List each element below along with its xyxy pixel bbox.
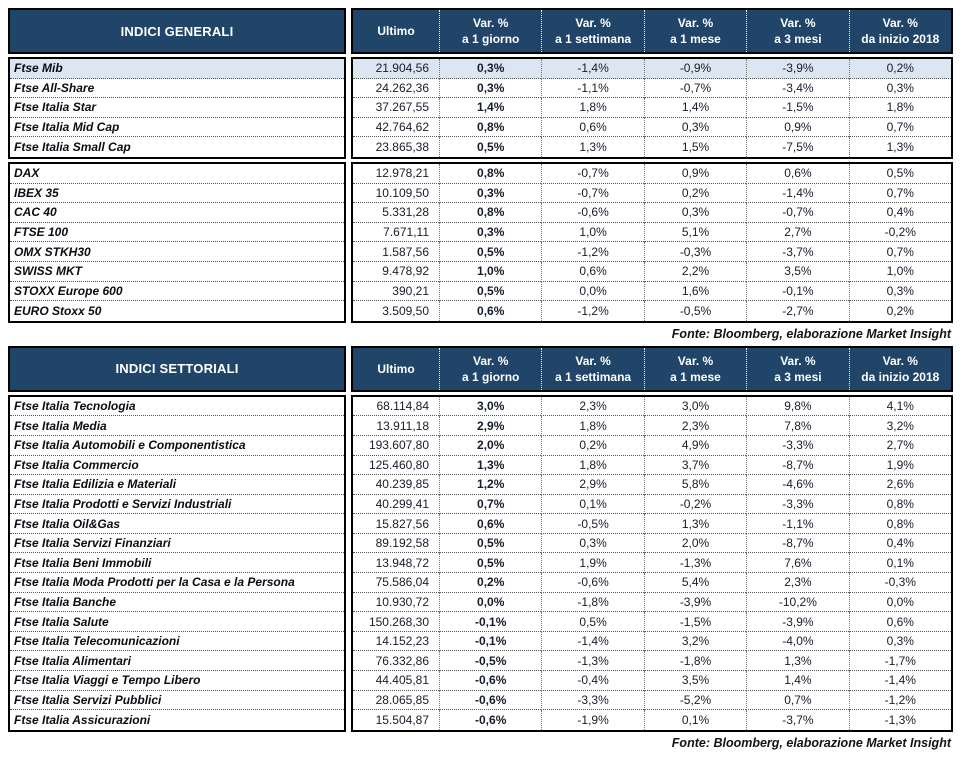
var-percent-cell: 0,7%: [746, 691, 848, 711]
var-percent-cell: 2,7%: [849, 436, 951, 456]
var-percent-cell: 3,0%: [644, 397, 746, 417]
var-percent-cell: 0,7%: [849, 184, 951, 204]
var-percent-cell: 1,6%: [644, 282, 746, 302]
var-percent-cell: -1,1%: [541, 79, 643, 99]
ultimo-value-cell: 44.405,81: [353, 671, 439, 691]
index-name-cell: EURO Stoxx 50: [14, 303, 102, 318]
var-percent-cell: 5,1%: [644, 223, 746, 243]
var-percent-cell: -1,4%: [849, 671, 951, 691]
var-percent-cell: 0,1%: [541, 495, 643, 515]
column-header: Var. % a 1 giorno: [439, 348, 541, 390]
var-percent-cell: -0,2%: [644, 495, 746, 515]
column-header-group: [351, 346, 953, 392]
var-percent-cell: -3,9%: [746, 612, 848, 632]
var-percent-cell: -1,5%: [644, 612, 746, 632]
var-percent-cell: -3,3%: [746, 436, 848, 456]
var-percent-cell: 0,4%: [849, 534, 951, 554]
index-name-cell: SWISS MKT: [10, 262, 344, 282]
var-percent-cell: -1,9%: [541, 710, 643, 730]
var-percent-cell: 1,3%: [439, 456, 541, 476]
var-percent-cell: 0,2%: [541, 436, 643, 456]
ultimo-value-cell: 13.911,18: [353, 416, 439, 436]
var-percent-cell: -0,5%: [541, 514, 643, 534]
var-percent-cell: 1,0%: [439, 262, 541, 282]
var-percent-cell: 0,3%: [849, 282, 951, 302]
column-header: Var. % a 1 mese: [644, 10, 746, 52]
var-percent-cell: 1,4%: [746, 671, 848, 691]
var-percent-cell: 2,3%: [644, 416, 746, 436]
var-percent-cell: -1,4%: [541, 59, 643, 79]
var-percent-cell: 1,8%: [541, 98, 643, 118]
var-percent-cell: -1,8%: [644, 651, 746, 671]
var-percent-cell: 2,2%: [644, 262, 746, 282]
var-percent-cell: 0,1%: [849, 553, 951, 573]
var-percent-cell: 0,6%: [541, 118, 643, 138]
var-percent-cell: 0,3%: [849, 79, 951, 99]
ultimo-value-cell: 24.262,36: [353, 79, 439, 99]
var-percent-cell: 0,7%: [439, 495, 541, 515]
ultimo-value-cell: 12.978,21: [353, 164, 439, 184]
ultimo-value-cell: 23.865,38: [375, 140, 429, 155]
var-percent-cell: -0,9%: [644, 59, 746, 79]
index-name-cell: Ftse Italia Mid Cap: [10, 118, 344, 138]
var-percent-cell: 4,9%: [644, 436, 746, 456]
var-percent-cell: 0,3%: [644, 203, 746, 223]
indici-generali-table: [8, 8, 953, 341]
var-percent-cell: -3,3%: [746, 495, 848, 515]
column-header: Var. % da inizio 2018: [849, 10, 951, 52]
var-percent-cell: 1,8%: [849, 98, 951, 118]
var-percent-cell: -3,4%: [746, 79, 848, 99]
var-percent-cell: -0,6%: [439, 691, 541, 711]
var-percent-cell: -8,7%: [746, 456, 848, 476]
var-percent-cell: -0,7%: [644, 79, 746, 99]
var-percent-cell: 2,7%: [746, 223, 848, 243]
var-percent-cell: -3,9%: [746, 59, 848, 79]
index-name-cell: OMX STKH30: [10, 242, 344, 262]
var-percent-cell: 1,3%: [746, 651, 848, 671]
ultimo-value-cell: 89.192,58: [353, 534, 439, 554]
index-name-cell: Ftse Italia Oil&Gas: [10, 514, 344, 534]
ultimo-value-cell: 76.332,86: [353, 651, 439, 671]
var-percent-cell: -1,2%: [541, 301, 643, 321]
index-name-cell: Ftse Mib: [10, 59, 344, 79]
table-body-group: [8, 162, 953, 323]
index-name-cell: Ftse Italia Viaggi e Tempo Libero: [10, 671, 344, 691]
var-percent-cell: -0,5%: [644, 301, 746, 321]
ultimo-value-cell: 15.504,87: [375, 713, 429, 728]
table-title: INDICI GENERALI: [8, 8, 346, 54]
var-percent-cell: 0,6%: [439, 514, 541, 534]
ultimo-value-cell: 21.904,56: [353, 59, 439, 79]
var-percent-cell: -1,2%: [849, 691, 951, 711]
var-percent-cell: 2,9%: [541, 475, 643, 495]
var-percent-cell: 0,3%: [439, 79, 541, 99]
var-percent-cell: 0,3%: [541, 534, 643, 554]
var-percent-cell: -0,3%: [644, 242, 746, 262]
var-percent-cell: 3,2%: [644, 632, 746, 652]
var-percent-cell: -0,7%: [746, 203, 848, 223]
var-percent-cell: -0,7%: [541, 164, 643, 184]
var-percent-cell: 0,3%: [644, 118, 746, 138]
column-header: Var. % a 1 giorno: [439, 10, 541, 52]
var-percent-cell: 0,6%: [849, 612, 951, 632]
column-header: Ultimo: [377, 23, 415, 38]
var-percent-cell: 1,4%: [439, 98, 541, 118]
index-name-cell: Ftse Italia Media: [10, 416, 344, 436]
indici-settoriali-table: [8, 346, 953, 750]
index-name-cell: Ftse Italia Beni Immobili: [10, 553, 344, 573]
var-percent-cell: 1,8%: [541, 456, 643, 476]
var-percent-cell: -1,1%: [746, 514, 848, 534]
ultimo-value-cell: 125.460,80: [353, 456, 439, 476]
var-percent-cell: 1,2%: [439, 475, 541, 495]
var-percent-cell: -1,3%: [644, 553, 746, 573]
var-percent-cell: 0,7%: [849, 118, 951, 138]
column-header: Var. % a 1 settimana: [541, 348, 643, 390]
var-percent-cell: 0,2%: [644, 184, 746, 204]
ultimo-value-cell: 40.299,41: [353, 495, 439, 515]
column-header: Var. % a 1 mese: [644, 348, 746, 390]
var-percent-cell: 3,7%: [644, 456, 746, 476]
var-percent-cell: 3,5%: [746, 262, 848, 282]
var-percent-cell: 9,8%: [746, 397, 848, 417]
column-header: Var. % a 1 settimana: [541, 10, 643, 52]
index-name-cell: Ftse Italia Servizi Pubblici: [10, 691, 344, 711]
ultimo-value-cell: 1.587,56: [353, 242, 439, 262]
var-percent-cell: -1,7%: [849, 651, 951, 671]
var-percent-cell: 1,5%: [644, 137, 746, 157]
var-percent-cell: 0,7%: [849, 242, 951, 262]
ultimo-value-cell: 13.948,72: [353, 553, 439, 573]
index-name-cell: STOXX Europe 600: [10, 282, 344, 302]
var-percent-cell: 2,3%: [541, 397, 643, 417]
var-percent-cell: 0,3%: [439, 184, 541, 204]
var-percent-cell: -0,1%: [439, 612, 541, 632]
var-percent-cell: 0,8%: [439, 118, 541, 138]
var-percent-cell: 0,3%: [849, 632, 951, 652]
var-percent-cell: 7,8%: [746, 416, 848, 436]
var-percent-cell: 0,2%: [849, 301, 951, 321]
var-percent-cell: 0,9%: [644, 164, 746, 184]
index-name-cell: Ftse Italia Assicurazioni: [14, 713, 151, 728]
var-percent-cell: 1,3%: [849, 137, 951, 157]
ultimo-value-cell: 5.331,28: [353, 203, 439, 223]
table-title: INDICI SETTORIALI: [8, 346, 346, 392]
ultimo-value-cell: 3.509,50: [382, 303, 429, 318]
var-percent-cell: -4,6%: [746, 475, 848, 495]
var-percent-cell: 0,5%: [439, 242, 541, 262]
var-percent-cell: 4,1%: [849, 397, 951, 417]
index-name-cell: Ftse Italia Telecomunicazioni: [10, 632, 344, 652]
ultimo-value-cell: 193.607,80: [353, 436, 439, 456]
var-percent-cell: -7,5%: [746, 137, 848, 157]
index-name-cell: DAX: [10, 164, 344, 184]
table-body-group: [8, 395, 953, 732]
index-name-cell: Ftse Italia Servizi Finanziari: [10, 534, 344, 554]
ultimo-value-cell: 28.065,85: [353, 691, 439, 711]
var-percent-cell: -0,3%: [849, 573, 951, 593]
var-percent-cell: 0,5%: [439, 553, 541, 573]
var-percent-cell: 1,9%: [541, 553, 643, 573]
index-name-cell: CAC 40: [10, 203, 344, 223]
var-percent-cell: 2,3%: [746, 573, 848, 593]
ultimo-value-cell: 40.239,85: [353, 475, 439, 495]
var-percent-cell: -1,2%: [541, 242, 643, 262]
var-percent-cell: 5,4%: [644, 573, 746, 593]
var-percent-cell: -1,5%: [746, 98, 848, 118]
var-percent-cell: 0,2%: [439, 573, 541, 593]
index-name-cell: Ftse Italia Salute: [10, 612, 344, 632]
index-name-cell: Ftse Italia Banche: [10, 593, 344, 613]
var-percent-cell: 0,6%: [746, 164, 848, 184]
column-header: Var. % da inizio 2018: [849, 348, 951, 390]
ultimo-value-cell: 42.764,62: [353, 118, 439, 138]
index-name-cell: Ftse Italia Small Cap: [14, 140, 131, 155]
ultimo-value-cell: 68.114,84: [353, 397, 439, 417]
var-percent-cell: 0,6%: [541, 262, 643, 282]
var-percent-cell: 3,0%: [439, 397, 541, 417]
var-percent-cell: -1,4%: [746, 184, 848, 204]
index-name-cell: Ftse All-Share: [10, 79, 344, 99]
ultimo-value-cell: 9.478,92: [353, 262, 439, 282]
column-header: Var. % a 3 mesi: [746, 348, 848, 390]
var-percent-cell: -0,4%: [541, 671, 643, 691]
var-percent-cell: -2,7%: [746, 301, 848, 321]
index-name-cell: Ftse Italia Prodotti e Servizi Industriali: [10, 495, 344, 515]
var-percent-cell: -5,2%: [644, 691, 746, 711]
var-percent-cell: 0,9%: [746, 118, 848, 138]
var-percent-cell: -0,2%: [849, 223, 951, 243]
var-percent-cell: 1,4%: [644, 98, 746, 118]
ultimo-value-cell: 10.930,72: [353, 593, 439, 613]
var-percent-cell: -8,7%: [746, 534, 848, 554]
var-percent-cell: 0,0%: [439, 593, 541, 613]
ultimo-value-cell: 14.152,23: [353, 632, 439, 652]
var-percent-cell: 0,0%: [849, 593, 951, 613]
table-header: [8, 8, 953, 54]
var-percent-cell: -4,0%: [746, 632, 848, 652]
var-percent-cell: -0,1%: [746, 282, 848, 302]
ultimo-value-cell: 75.586,04: [353, 573, 439, 593]
var-percent-cell: 0,5%: [541, 612, 643, 632]
index-name-cell: Ftse Italia Edilizia e Materiali: [10, 475, 344, 495]
var-percent-cell: 1,0%: [849, 262, 951, 282]
var-percent-cell: 0,6%: [439, 301, 541, 321]
index-name-cell: Ftse Italia Star: [10, 98, 344, 118]
var-percent-cell: 0,5%: [439, 137, 541, 157]
var-percent-cell: -3,7%: [746, 710, 848, 730]
var-percent-cell: 7,6%: [746, 553, 848, 573]
var-percent-cell: -1,4%: [541, 632, 643, 652]
var-percent-cell: 1,8%: [541, 416, 643, 436]
table-header: [8, 346, 953, 392]
var-percent-cell: 0,3%: [439, 223, 541, 243]
ultimo-value-cell: 37.267,55: [353, 98, 439, 118]
var-percent-cell: 0,5%: [439, 282, 541, 302]
var-percent-cell: 1,9%: [849, 456, 951, 476]
var-percent-cell: 0,8%: [849, 514, 951, 534]
var-percent-cell: 0,1%: [644, 710, 746, 730]
index-name-cell: FTSE 100: [10, 223, 344, 243]
index-name-cell: Ftse Italia Alimentari: [10, 651, 344, 671]
var-percent-cell: -0,6%: [541, 203, 643, 223]
table-body-group: [8, 57, 953, 159]
ultimo-value-cell: 150.268,30: [353, 612, 439, 632]
var-percent-cell: 2,0%: [644, 534, 746, 554]
index-name-cell: Ftse Italia Commercio: [10, 456, 344, 476]
var-percent-cell: 1,0%: [541, 223, 643, 243]
var-percent-cell: -1,3%: [849, 710, 951, 730]
var-percent-cell: -0,6%: [439, 710, 541, 730]
var-percent-cell: 0,8%: [849, 495, 951, 515]
var-percent-cell: 5,8%: [644, 475, 746, 495]
column-header-group: [351, 8, 953, 54]
var-percent-cell: 2,0%: [439, 436, 541, 456]
var-percent-cell: -3,9%: [644, 593, 746, 613]
var-percent-cell: 0,3%: [439, 59, 541, 79]
var-percent-cell: 2,6%: [849, 475, 951, 495]
var-percent-cell: 0,5%: [849, 164, 951, 184]
var-percent-cell: -10,2%: [746, 593, 848, 613]
var-percent-cell: 0,8%: [439, 203, 541, 223]
var-percent-cell: 1,3%: [644, 514, 746, 534]
var-percent-cell: 2,9%: [439, 416, 541, 436]
var-percent-cell: 0,8%: [439, 164, 541, 184]
var-percent-cell: 0,4%: [849, 203, 951, 223]
var-percent-cell: -1,8%: [541, 593, 643, 613]
var-percent-cell: -3,7%: [746, 242, 848, 262]
var-percent-cell: 1,3%: [541, 137, 643, 157]
ultimo-value-cell: 7.671,11: [353, 223, 439, 243]
source-note: Fonte: Bloomberg, elaborazione Market Insight: [671, 326, 951, 341]
var-percent-cell: 0,2%: [849, 59, 951, 79]
index-name-cell: Ftse Italia Tecnologia: [10, 397, 344, 417]
var-percent-cell: -0,7%: [541, 184, 643, 204]
column-header: Var. % a 3 mesi: [746, 10, 848, 52]
ultimo-value-cell: 10.109,50: [353, 184, 439, 204]
var-percent-cell: -1,3%: [541, 651, 643, 671]
var-percent-cell: -0,5%: [439, 651, 541, 671]
column-header: Ultimo: [377, 361, 415, 376]
var-percent-cell: -3,3%: [541, 691, 643, 711]
ultimo-value-cell: 390,21: [353, 282, 439, 302]
var-percent-cell: 3,5%: [644, 671, 746, 691]
var-percent-cell: -0,6%: [541, 573, 643, 593]
ultimo-value-cell: 15.827,56: [353, 514, 439, 534]
index-name-cell: Ftse Italia Moda Prodotti per la Casa e la Persona: [10, 573, 344, 593]
var-percent-cell: -0,1%: [439, 632, 541, 652]
var-percent-cell: 0,0%: [541, 282, 643, 302]
index-name-cell: Ftse Italia Automobili e Componentistica: [10, 436, 344, 456]
var-percent-cell: 0,5%: [439, 534, 541, 554]
var-percent-cell: 3,2%: [849, 416, 951, 436]
var-percent-cell: -0,6%: [439, 671, 541, 691]
index-name-cell: IBEX 35: [10, 184, 344, 204]
source-note: Fonte: Bloomberg, elaborazione Market Insight: [671, 735, 951, 750]
